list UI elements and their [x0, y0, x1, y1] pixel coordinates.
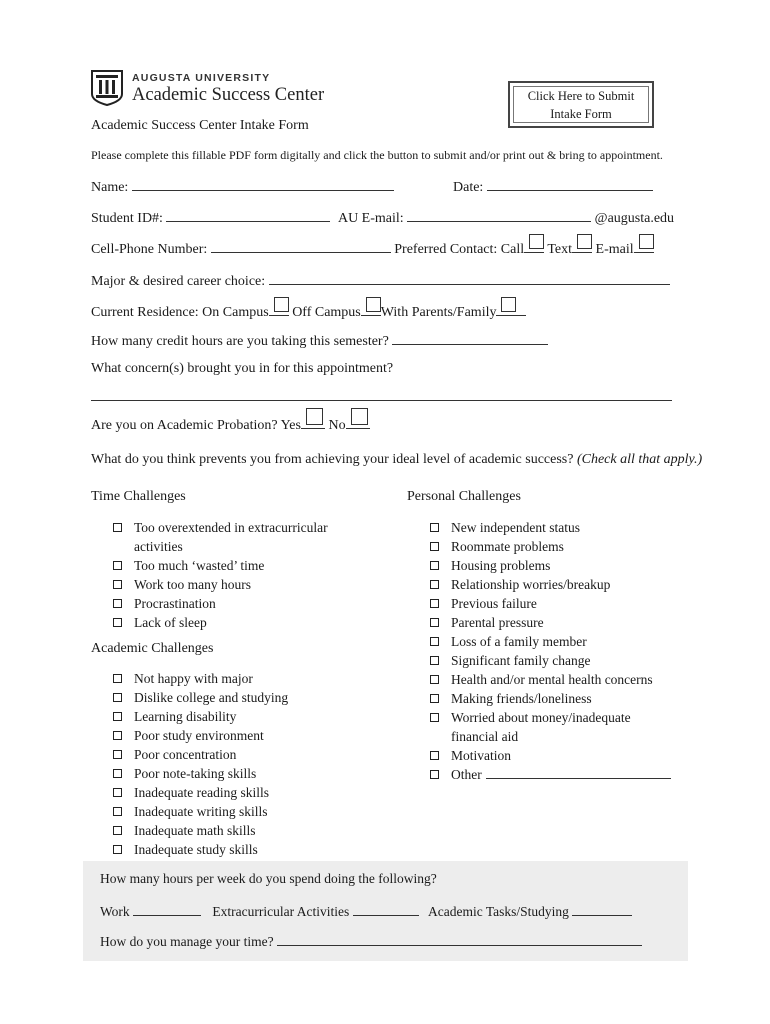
submit-button-label: Click Here to Submit Intake Form	[527, 88, 635, 121]
item-label: Parental pressure	[451, 615, 544, 630]
on-campus-checkbox[interactable]	[269, 301, 289, 316]
extracurricular-label: Extracurricular Activities	[212, 904, 350, 919]
preferred-contact-label: Preferred Contact: Call	[394, 242, 525, 257]
academic-challenges-list	[113, 669, 344, 859]
item-label: Significant family change	[451, 653, 591, 668]
personal-challenges-item[interactable]	[430, 708, 671, 746]
manage-time-label: How do you manage your time?	[100, 934, 274, 949]
item-label: Health and/or mental health concerns	[451, 672, 653, 687]
university-name: AUGUSTA UNIVERSITY	[132, 72, 271, 84]
credit-hours-field[interactable]	[392, 330, 548, 345]
name-label: Name:	[91, 180, 129, 195]
personal-challenges-heading: Personal Challenges	[407, 489, 521, 504]
email-contact-label: E-mail	[595, 242, 634, 257]
checkbox-icon[interactable]	[113, 845, 122, 854]
personal-challenges-item[interactable]	[430, 632, 671, 651]
concerns-field[interactable]	[91, 386, 672, 401]
personal-challenges-list	[430, 518, 671, 784]
checkbox-icon[interactable]	[113, 826, 122, 835]
text-label: Text	[547, 242, 573, 257]
date-label: Date:	[453, 180, 484, 195]
call-checkbox[interactable]	[524, 238, 544, 253]
au-email-field[interactable]	[407, 207, 591, 222]
student-id-row	[91, 207, 674, 227]
academic-hours-field[interactable]	[572, 901, 632, 916]
academic-challenges-item[interactable]	[113, 707, 344, 726]
probation-label: Are you on Academic Probation? Yes	[91, 418, 301, 433]
student-id-label: Student ID#:	[91, 211, 163, 226]
with-parents-checkbox[interactable]	[496, 301, 526, 316]
phone-field[interactable]	[211, 238, 391, 253]
item-label: Too overextended in extracurricular activities	[134, 520, 328, 554]
checkbox-icon[interactable]	[430, 637, 439, 646]
personal-challenges-item[interactable]	[430, 613, 671, 632]
academic-challenges-item[interactable]	[113, 840, 344, 859]
item-label: Poor study environment	[134, 728, 264, 743]
major-label: Major & desired career choice:	[91, 274, 266, 289]
submit-intake-form-button[interactable]	[508, 81, 654, 128]
probation-no-label: No	[328, 418, 346, 433]
personal-challenges-item[interactable]	[430, 518, 671, 537]
personal-challenges-item[interactable]	[430, 765, 671, 784]
major-row	[91, 270, 670, 290]
personal-challenges-item[interactable]	[430, 575, 671, 594]
item-label: Making friends/loneliness	[451, 691, 592, 706]
university-logo-icon	[91, 70, 123, 106]
academic-challenges-item[interactable]	[113, 688, 344, 707]
manage-time-row	[100, 931, 642, 950]
academic-challenges-heading: Academic Challenges	[91, 641, 214, 656]
time-challenges-item[interactable]	[113, 594, 344, 613]
checkbox-icon[interactable]	[113, 618, 122, 627]
checkbox-icon[interactable]	[113, 561, 122, 570]
item-label: Other	[451, 767, 482, 782]
residence-label: Current Residence: On Campus	[91, 305, 269, 320]
checkbox-icon[interactable]	[113, 807, 122, 816]
time-challenges-item[interactable]	[113, 518, 344, 556]
time-challenges-heading: Time Challenges	[91, 489, 186, 504]
residence-row	[91, 301, 526, 321]
student-id-field[interactable]	[166, 207, 330, 222]
manage-time-field[interactable]	[277, 931, 642, 946]
academic-challenges-item[interactable]	[113, 669, 344, 688]
item-label: Poor note-taking skills	[134, 766, 257, 781]
center-name: Academic Success Center	[132, 85, 325, 105]
item-label: Work too many hours	[134, 577, 252, 592]
checkbox-icon[interactable]	[430, 561, 439, 570]
instructions: Please complete this fillable PDF form digitally and click the button to submit and/or print out & bring to appointment.	[91, 148, 663, 162]
date-field[interactable]	[487, 176, 653, 191]
checkbox-icon[interactable]	[430, 618, 439, 627]
checkbox-icon[interactable]	[113, 599, 122, 608]
off-campus-label: Off Campus	[292, 305, 361, 320]
checkbox-icon	[501, 297, 516, 312]
checkbox-icon[interactable]	[113, 523, 122, 532]
academic-challenges-item[interactable]	[113, 783, 344, 802]
name-row	[91, 176, 394, 196]
item-label: Learning disability	[134, 709, 237, 724]
prevents-question	[91, 452, 702, 468]
item-label: Poor concentration	[134, 747, 237, 762]
prevents-label: What do you think prevents you from achieving your ideal level of academic success?	[91, 452, 574, 467]
checkbox-icon[interactable]	[113, 769, 122, 778]
checkbox-icon[interactable]	[430, 523, 439, 532]
item-label: Worried about money/inadequate financial aid	[451, 710, 631, 744]
item-label: Inadequate writing skills	[134, 804, 268, 819]
credit-hours-row	[91, 330, 548, 350]
academic-tasks-label: Academic Tasks/Studying	[428, 904, 569, 919]
item-label: Relationship worries/breakup	[451, 577, 611, 592]
item-label: Lack of sleep	[134, 615, 207, 630]
item-label: Housing problems	[451, 558, 551, 573]
academic-challenges-item[interactable]	[113, 726, 344, 745]
major-field[interactable]	[269, 270, 670, 285]
phone-label: Cell-Phone Number:	[91, 242, 208, 257]
date-row	[453, 176, 653, 196]
academic-challenges-item[interactable]	[113, 764, 344, 783]
personal-challenges-item[interactable]	[430, 689, 671, 708]
text-checkbox[interactable]	[572, 238, 592, 253]
checkbox-icon	[306, 408, 323, 425]
checkbox-icon	[366, 297, 381, 312]
checkbox-icon[interactable]	[430, 656, 439, 665]
name-field[interactable]	[132, 176, 394, 191]
checkbox-icon	[351, 408, 368, 425]
checkbox-icon	[274, 297, 289, 312]
checkbox-icon[interactable]	[113, 731, 122, 740]
off-campus-checkbox[interactable]	[361, 301, 381, 316]
checkbox-icon[interactable]	[430, 580, 439, 589]
work-hours-field[interactable]	[133, 901, 201, 916]
checkbox-icon	[639, 234, 654, 249]
item-label: Inadequate study skills	[134, 842, 258, 857]
checkbox-icon[interactable]	[430, 770, 439, 779]
time-challenges-list	[113, 518, 344, 632]
item-label: New independent status	[451, 520, 580, 535]
email-checkbox[interactable]	[634, 238, 654, 253]
credit-hours-label: How many credit hours are you taking this semester?	[91, 334, 389, 349]
personal-challenges-item[interactable]	[430, 670, 671, 689]
probation-row	[91, 414, 370, 434]
item-label: Too much ‘wasted’ time	[134, 558, 265, 573]
item-label: Motivation	[451, 748, 511, 763]
checkbox-icon[interactable]	[113, 712, 122, 721]
checkbox-icon[interactable]	[430, 751, 439, 760]
checkbox-icon[interactable]	[430, 599, 439, 608]
concerns-label: What concern(s) brought you in for this appointment?	[91, 361, 394, 376]
hours-row	[100, 901, 632, 920]
personal-challenges-item[interactable]	[430, 594, 671, 613]
checkbox-icon[interactable]	[430, 694, 439, 703]
academic-challenges-item[interactable]	[113, 802, 344, 821]
item-label: Previous failure	[451, 596, 537, 611]
au-email-label: AU E-mail:	[337, 211, 404, 226]
checkbox-icon[interactable]	[113, 750, 122, 759]
academic-challenges-item[interactable]	[113, 821, 344, 840]
with-parents-label: With Parents/Family	[380, 305, 497, 320]
prevents-hint: (Check all that apply.)	[576, 452, 703, 467]
item-label: Inadequate math skills	[134, 823, 256, 838]
item-label: Not happy with major	[134, 671, 253, 686]
probation-yes-checkbox[interactable]	[301, 414, 325, 429]
probation-no-checkbox[interactable]	[346, 414, 370, 429]
checkbox-icon[interactable]	[113, 693, 122, 702]
email-domain: @augusta.edu	[594, 211, 675, 226]
item-label: Procrastination	[134, 596, 216, 611]
checkbox-icon[interactable]	[430, 675, 439, 684]
work-label: Work	[100, 904, 130, 919]
item-label: Roommate problems	[451, 539, 564, 554]
personal-challenges-item[interactable]	[430, 556, 671, 575]
checkbox-icon	[577, 234, 592, 249]
item-label: Inadequate reading skills	[134, 785, 269, 800]
personal-challenges-item[interactable]	[430, 746, 671, 765]
time-challenges-item[interactable]	[113, 575, 344, 594]
hours-question: How many hours per week do you spend doing the following?	[100, 871, 437, 886]
checkbox-icon[interactable]	[430, 542, 439, 551]
checkbox-icon[interactable]	[430, 713, 439, 722]
time-challenges-item[interactable]	[113, 613, 344, 632]
form-title: Academic Success Center Intake Form	[91, 118, 309, 133]
phone-row	[91, 238, 654, 258]
checkbox-icon[interactable]	[113, 788, 122, 797]
extracurricular-hours-field[interactable]	[353, 901, 419, 916]
time-challenges-item[interactable]	[113, 556, 344, 575]
checkbox-icon	[529, 234, 544, 249]
item-label: Dislike college and studying	[134, 690, 289, 705]
academic-challenges-item[interactable]	[113, 745, 344, 764]
other-field[interactable]	[486, 765, 671, 779]
item-label: Loss of a family member	[451, 634, 587, 649]
personal-challenges-item[interactable]	[430, 537, 671, 556]
personal-challenges-item[interactable]	[430, 651, 671, 670]
checkbox-icon[interactable]	[113, 580, 122, 589]
checkbox-icon[interactable]	[113, 674, 122, 683]
